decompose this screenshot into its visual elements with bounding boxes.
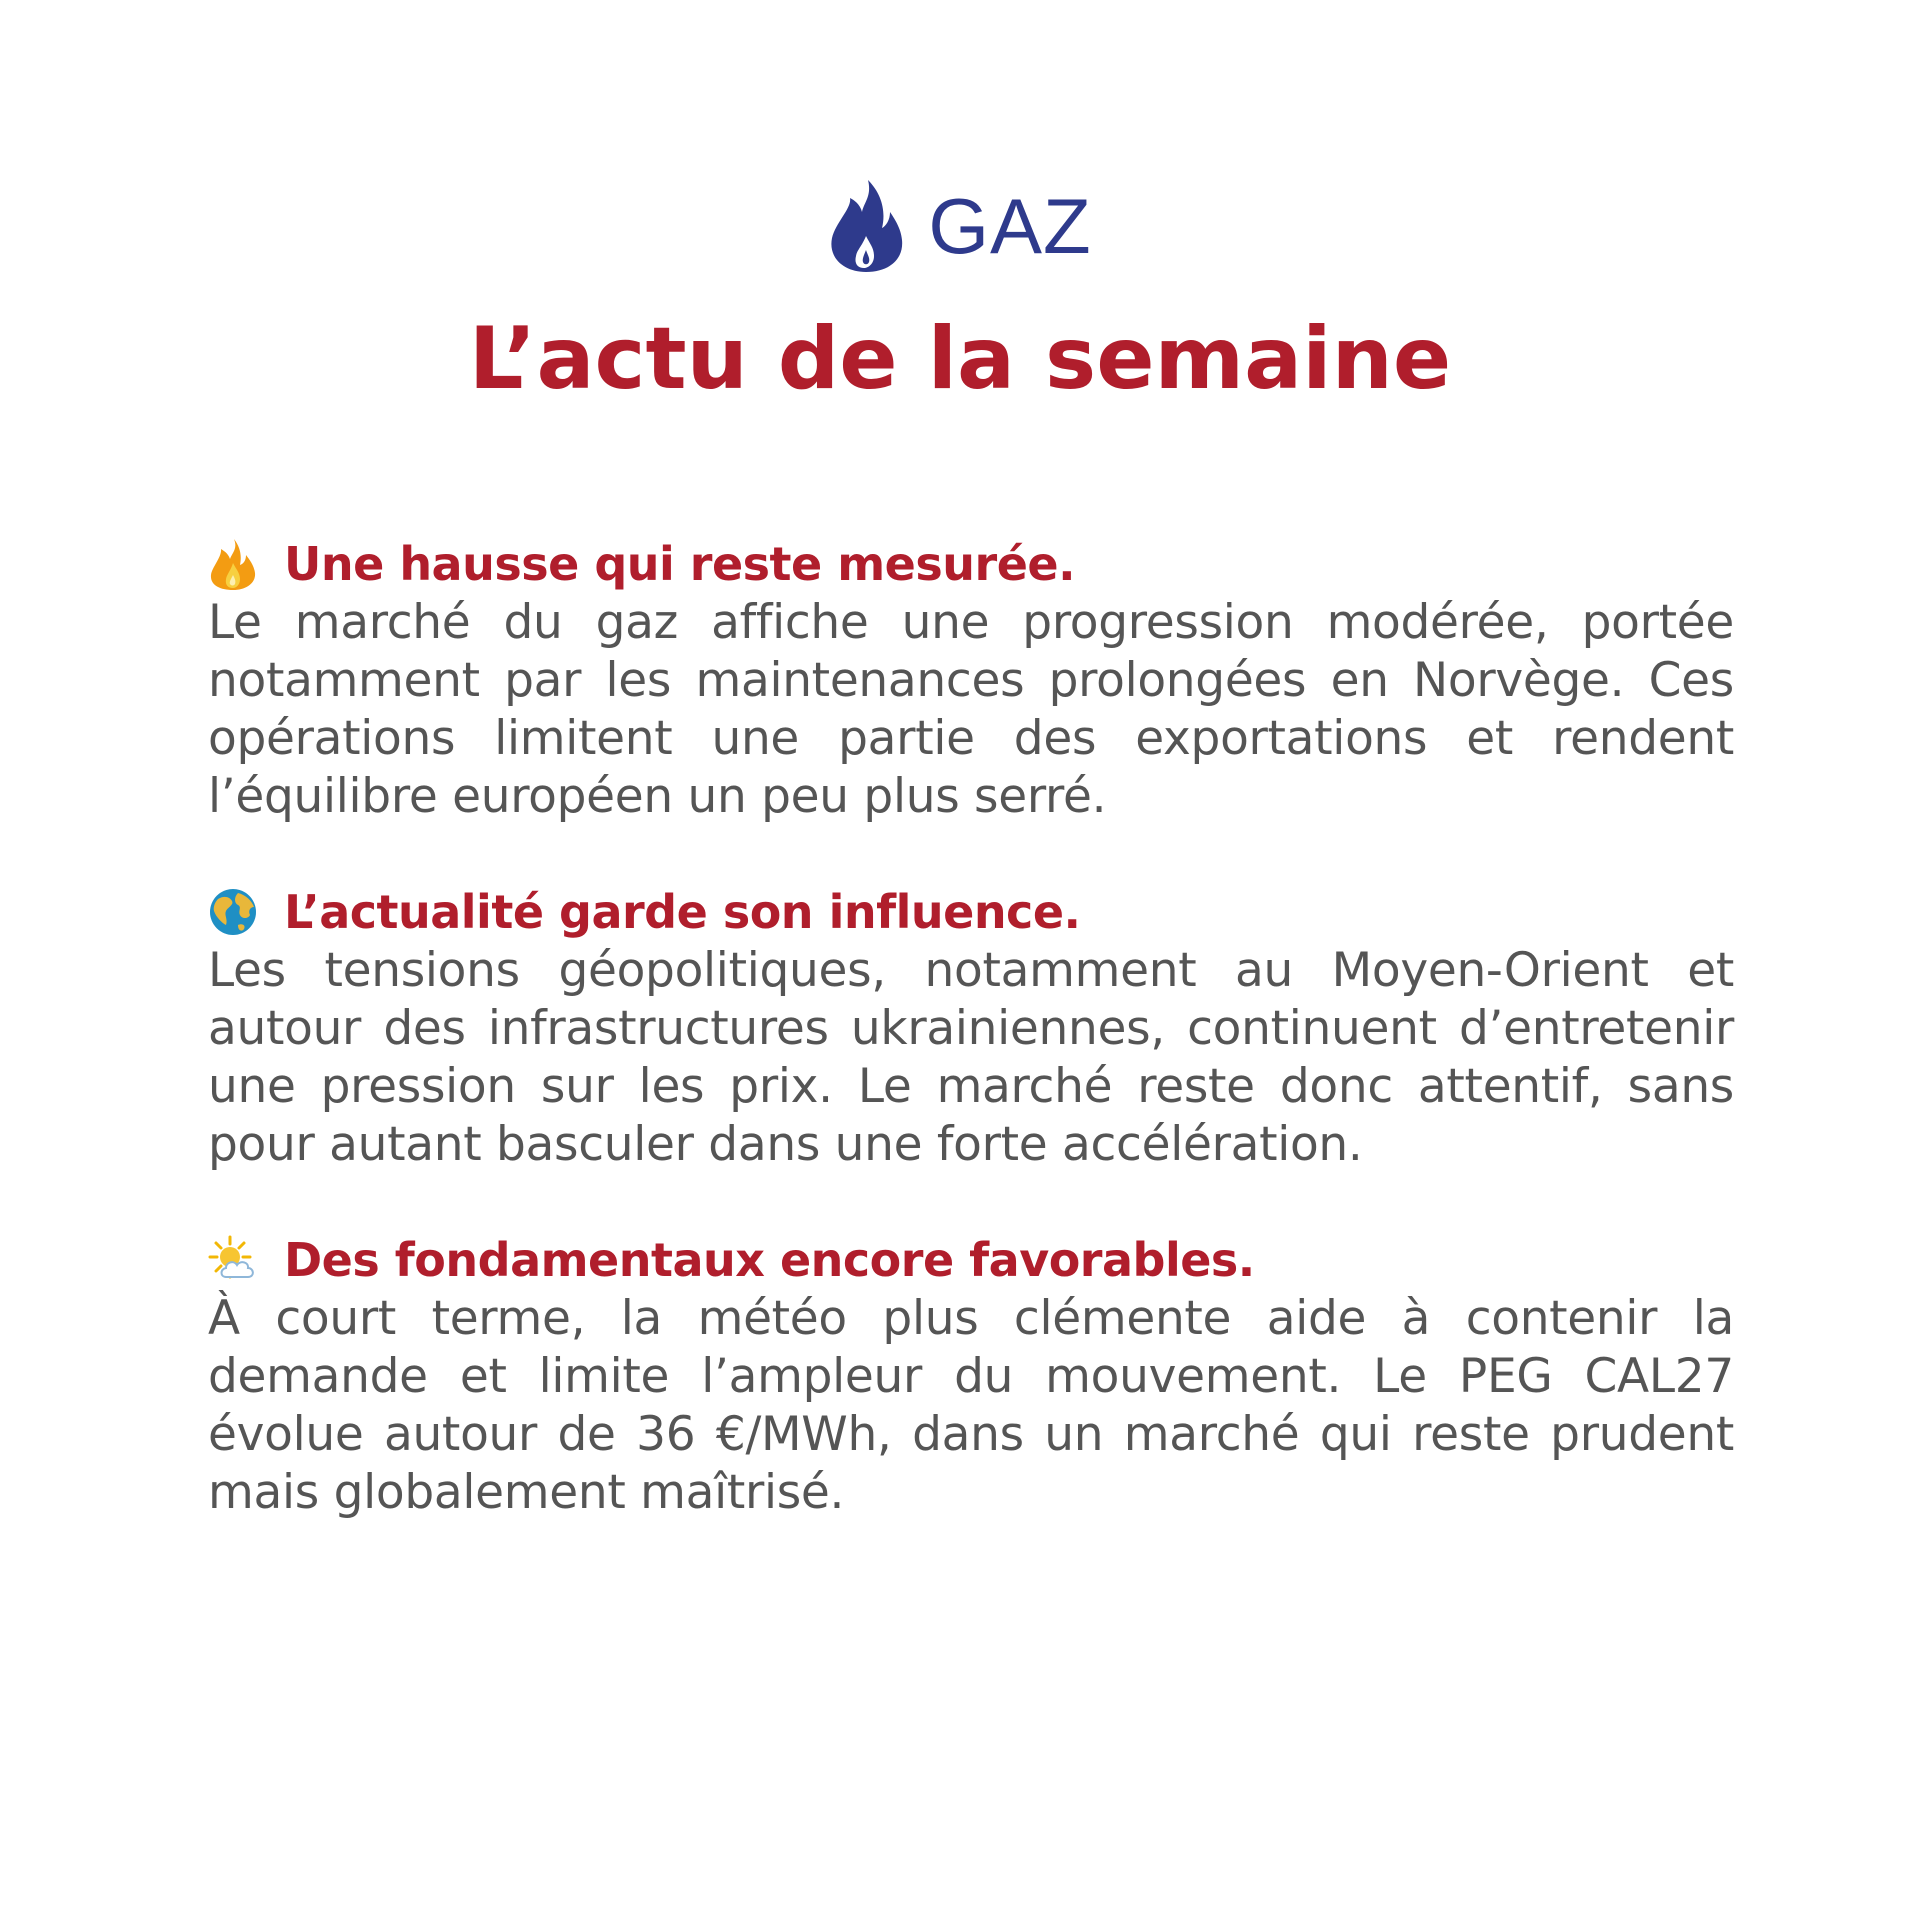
section-heading: [208, 882, 1734, 942]
section-title: L’actualité garde son influence.: [284, 885, 1081, 939]
section-heading: [208, 1230, 1734, 1290]
globe-icon: [208, 885, 258, 939]
sun-behind-cloud-icon: [208, 1233, 258, 1287]
news-sections: [208, 534, 1734, 1578]
page-title: L’actu de la semaine: [468, 309, 1452, 409]
section-heading: [208, 534, 1734, 594]
section-body: Les tensions géopolitiques, notamment au Moyen-Orient et autour des infrastructures ukrainiennes, continuent d’entretenir une pression sur les prix. Le marché reste donc attentif, sans pour autant basculer dans une forte accélération.: [208, 943, 1734, 1172]
news-section: [208, 1230, 1734, 1522]
fire-emoji-icon: [208, 537, 258, 591]
section-body: Le marché du gaz affiche une progression modérée, portée notamment par les maintenances prolongées en Norvège. Ces opérations limitent une partie des exportations et rendent l’équilibre européen un peu plus serré.: [208, 595, 1734, 824]
header: [0, 178, 1920, 274]
section-title: Une hausse qui reste mesurée.: [284, 537, 1076, 591]
section-title: Des fondamentaux encore favorables.: [284, 1233, 1255, 1287]
category-label: GAZ: [928, 182, 1092, 270]
section-body: À court terme, la météo plus clémente aide à contenir la demande et limite l’ampleur du mouvement. Le PEG CAL27 évolue autour de 36 €/MWh, dans un marché qui reste prudent mais globalement maîtrisé.: [208, 1291, 1734, 1520]
flame-icon: [828, 178, 906, 274]
news-section: [208, 534, 1734, 826]
news-section: [208, 882, 1734, 1174]
